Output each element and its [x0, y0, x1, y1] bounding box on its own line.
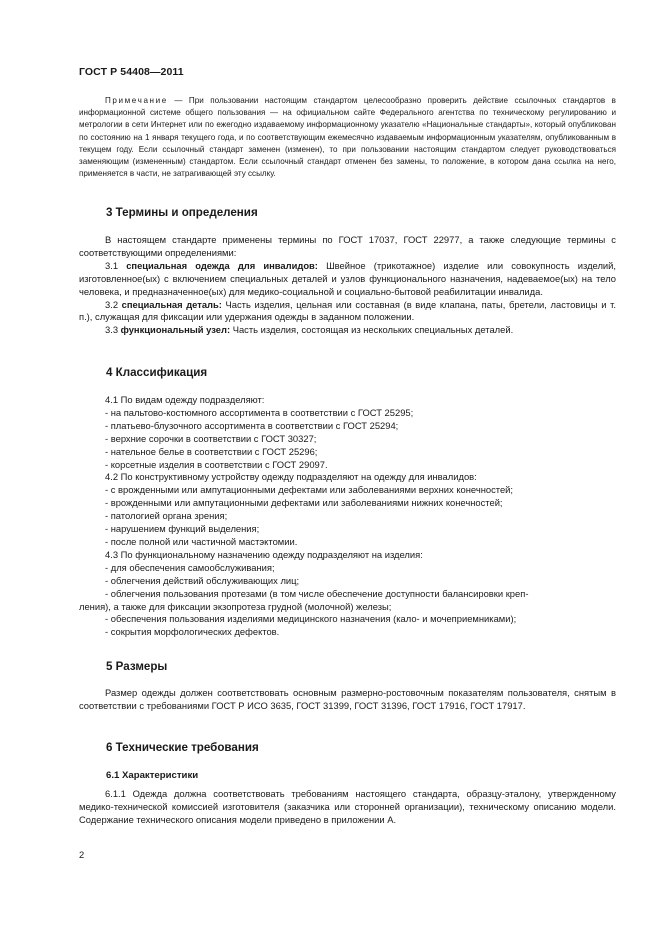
term-3-2-definition: Часть изделия, цельная или составная (в виде клапана, паты, бретели, ластовицы и т. п.), служащая для фиксации или удержания одежды в заданном положении.: [79, 298, 616, 323]
section-3-intro: В настоящем стандарте применены термины по ГОСТ 17037, ГОСТ 22977, а также следующие термины с соответствующими определениями:: [79, 234, 616, 258]
section-4-heading: 4 Классификация: [106, 366, 208, 379]
term-3-3: [79, 324, 616, 337]
list-item: - верхние сорочки в соответствии с ГОСТ 30327;: [105, 432, 317, 444]
list-item: - корсетные изделия в соответствии с ГОСТ 29097.: [105, 458, 328, 470]
term-3-2-name: специальная деталь:: [121, 298, 222, 310]
document-header: ГОСТ Р 54408—2011: [79, 66, 184, 78]
list-item: - для обеспечения самообслуживания;: [105, 561, 275, 573]
list-item: - платьево-блузочного ассортимента в соответствии с ГОСТ 25294;: [105, 419, 399, 431]
term-3-2-number: 3.2: [105, 298, 122, 310]
section-3-body: [79, 234, 616, 337]
section-6-heading: 6 Технические требования: [106, 741, 259, 754]
term-3-1-number: 3.1: [105, 259, 127, 271]
term-3-3-name: функциональный узел:: [120, 324, 231, 336]
note-label: Примечание: [105, 96, 168, 105]
section-3-heading: 3 Термины и определения: [106, 206, 258, 219]
subsection-6-1-heading: 6.1 Характеристики: [106, 770, 199, 781]
list-item: - после полной или частичной мастэктомии.: [105, 535, 298, 547]
reference-note: [79, 95, 616, 180]
term-3-3-number: 3.3: [105, 324, 121, 336]
list-item: - врожденными или ампутационными дефектами или заболеваниями нижних конечностей;: [105, 497, 503, 509]
section-5-text: Размер одежды должен соответствовать основным размерно-ростовочным показателям пользователя, снятым в соответствии с требованиями ГОСТ Р ИСО 3635, ГОСТ 31399, ГОСТ 31396, ГОСТ 17916, ГОСТ 17917.: [79, 687, 616, 711]
list-item: - обеспечения пользования изделиями медицинского назначения (кало- и мочеприемниками);: [105, 613, 517, 625]
note-text: — При пользовании настоящим стандартом целесообразно проверить действие ссылочных стандартов в информационной системе общего пользования — на официальном сайте Федерального агентства по техническому регулированию и метрологии в сети Интернет или по ежегодно издаваемому информационному указателю «Национальные стандарты», который опубликован по состоянию на 1 января текущего года, и по соответствующим ежемесячно издаваемым информационным указателям, опубликованным в текущем году. Если ссылочный стандарт заменен (изменен), то при пользовании настоящим стандартом следует руководствоваться заменяющим (измененным) стандартом. Если ссылочный стандарт отменен без замены, то положение, в котором дана ссылка на него, применяется в части, не затрагивающей эту ссылку.: [79, 96, 616, 179]
list-item: - сокрытия морфологических дефектов.: [105, 626, 280, 638]
section-4-body: [79, 394, 616, 639]
clause-6-1-1: 6.1.1 Одежда должна соответствовать требованиям настоящего стандарта, образцу-эталону, утвержденному медико-технической комиссией изготовителя (заказчика или сторонней организации), техническому описанию модели. Содержание технического описания модели приведено в приложении А.: [79, 788, 616, 825]
clause-4-3: 4.3 По функциональному назначению одежду подразделяют на изделия:: [105, 548, 423, 560]
list-item: - патологией органа зрения;: [105, 510, 228, 522]
list-item: - нарушением функций выделения;: [105, 523, 260, 535]
list-item: - с врожденными или ампутационными дефектами или заболеваниями верхних конечностей;: [105, 484, 514, 496]
list-item: - облегчения пользования протезами (в том числе обеспечение доступности балансировки креп-: [105, 587, 529, 599]
list-item: - облегчения действий обслуживающих лиц;: [105, 574, 300, 586]
term-3-2: [79, 299, 616, 325]
page-number: 2: [79, 849, 85, 860]
list-item: - на пальтово-костюмного ассортимента в соответствии с ГОСТ 25295;: [105, 406, 414, 418]
section-5-heading: 5 Размеры: [106, 660, 168, 673]
term-3-1: [79, 260, 616, 299]
clause-4-1: 4.1 По видам одежду подразделяют:: [105, 394, 265, 405]
list-item-continuation: ления), а также для фиксации экзопротеза грудной (молочной) железы;: [79, 600, 392, 612]
clause-4-2: 4.2 По конструктивному устройству одежду подразделяют на одежду для инвалидов:: [105, 471, 477, 483]
section-5-body: [79, 687, 616, 713]
term-3-1-definition: Швейное (трикотажное) изделие или совокупность изделий, изготовленное(ых) с включением специальных деталей и узлов функционального назначения, надеваемое(ых) на тело человека, и предназначенное(ых) для медико-социальной и социально-бытовой реабилитации инвалида.: [79, 259, 616, 297]
term-3-3-definition: Часть изделия, состоящая из нескольких специальных деталей.: [230, 324, 514, 336]
list-item: - нательное белье в соответствии с ГОСТ 25296;: [105, 445, 318, 457]
term-3-1-name: специальная одежда для инвалидов:: [126, 259, 318, 271]
section-6-body: [79, 788, 616, 827]
